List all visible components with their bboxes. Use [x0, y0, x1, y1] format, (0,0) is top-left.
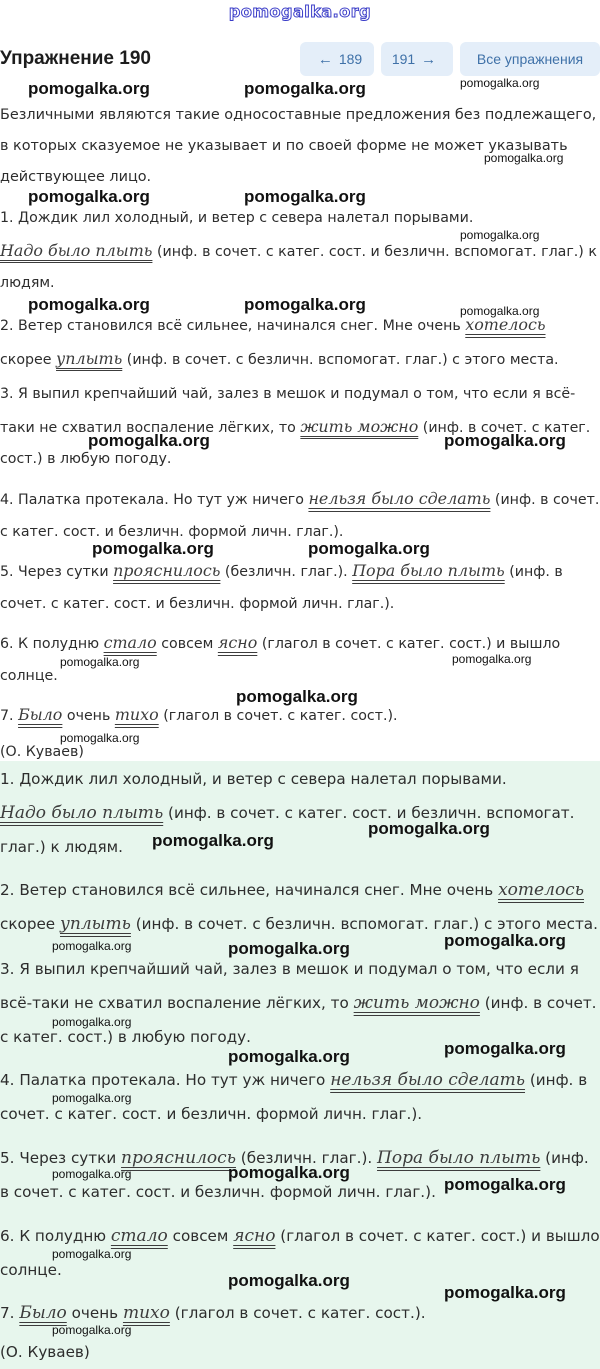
sentence-text: 2. Ветер становился всё сильнее, начинался снег. Мне очень [0, 881, 494, 899]
sentence-text: (инф. в сочет. с катег. сост.) в любую погоду. [0, 419, 591, 467]
sentence-text: 6. К полудню [0, 1227, 107, 1245]
predicate: тихо [114, 705, 159, 724]
watermark: pomogalka.org [368, 819, 490, 838]
sentence-text: 1. Дождик лил холодный, и ветер с севера налетал порывами. [0, 210, 474, 226]
sentence-text: (инф. в сочет. с катег. сост. и безличн. формой личн. глаг.). [0, 492, 600, 540]
watermark: pomogalka.org [236, 687, 358, 706]
prev-exercise-button[interactable] [300, 42, 374, 76]
predicate: стало [103, 633, 157, 652]
next-exercise-button[interactable] [381, 42, 453, 76]
sentence-5 [0, 555, 600, 620]
sentence-text: (глагол в сочет. с катег. сост.) и вышло солнце. [0, 636, 561, 684]
definition-text: Безличными являются такие односоставные предложения без подлежащего, в которых сказуемое не указывает и по своей форме не может указывать действующее лицо. [0, 107, 597, 185]
sentence-text: 3. Я выпил крепчайший чай, залез в мешок и подумал о том, что если я всё-таки не схватил воспаление лёгких, то [0, 386, 576, 436]
watermark: pomogalka.org [460, 228, 540, 242]
predicate: нельзя было сделать [330, 1070, 526, 1090]
prev-exercise-label: 189 [338, 51, 363, 67]
sentence-text: (инф. в сочет. с катег. сост. и безличн. вспомогат. глаг.) к людям. [0, 243, 597, 291]
watermark: pomogalka.org [484, 151, 564, 165]
predicate: Пора было плыть [377, 1148, 541, 1168]
predicate: жить можно [353, 993, 480, 1013]
predicate: Было [18, 705, 63, 724]
watermark: pomogalka.org [444, 431, 566, 450]
answer-sentence-1 [0, 762, 600, 864]
predicate: Надо было плыть [0, 240, 153, 260]
watermark: pomogalka.org [52, 939, 132, 953]
watermark: pomogalka.org [228, 1163, 350, 1182]
sentence-text: (инф. в сочет. с катег. сост. и безличн. формой личн. глаг.). [0, 1071, 588, 1123]
watermark: pomogalka.org [52, 1091, 132, 1105]
sentence-text: совсем [161, 636, 214, 652]
sentence-text: скорее [0, 915, 56, 933]
watermark: pomogalka.org [92, 539, 214, 558]
sentence-text: (инф. в сочет. с катег. сост. и безличн. формой личн. глаг.). [0, 1149, 589, 1201]
watermark: pomogalka.org [228, 1271, 350, 1290]
sentence-text: (безличн. глаг.). [224, 564, 348, 580]
sentence-text: совсем [172, 1227, 229, 1245]
watermark: pomogalka.org [244, 79, 366, 98]
predicate: Надо было плыть [0, 803, 164, 823]
predicate: ясно [217, 633, 258, 652]
sentence-text: 3. Я выпил крепчайший чай, залез в мешок и подумал о том, что если я всё-таки не схватил воспаление лёгких, то [0, 960, 579, 1012]
predicate: хотелось [465, 315, 546, 334]
watermark: pomogalka.org [52, 1323, 132, 1337]
watermark: pomogalka.org [28, 295, 150, 314]
watermark: pomogalka.org [228, 939, 350, 958]
arrow-right-icon: → [421, 50, 437, 68]
sentence-text: (глагол в сочет. с катег. сост.). [163, 708, 398, 724]
watermark: pomogalka.org [452, 652, 532, 666]
predicate: уплыть [56, 348, 123, 368]
sentence-2 [0, 309, 600, 376]
watermark: pomogalka.org [60, 655, 140, 669]
next-exercise-label: 191 [391, 51, 416, 67]
watermark: pomogalka.org [28, 79, 150, 98]
predicate: нельзя было сделать [308, 489, 491, 508]
sentence-text: 7. [0, 708, 14, 724]
watermark: pomogalka.org [152, 831, 274, 850]
site-logo[interactable]: pomogalka.org [228, 2, 372, 21]
watermark: pomogalka.org [88, 431, 210, 450]
sentence-4 [0, 483, 600, 548]
all-exercises-label: Все упражнения [476, 51, 584, 67]
predicate: стало [110, 1226, 168, 1246]
sentence-3 [0, 379, 600, 476]
sentence-text: (инф. в сочет. с безличн. вспомогат. глаг.) с этого места. [135, 915, 598, 933]
predicate: прояснилось [121, 1148, 236, 1168]
sentence-1 [0, 203, 600, 300]
watermark: pomogalka.org [244, 187, 366, 206]
watermark: pomogalka.org [52, 1247, 132, 1261]
sentence-text: 5. Через сутки [0, 1149, 117, 1167]
sentence-text: 4. Палатка протекала. Но тут уж ничего [0, 492, 304, 508]
sentence-text: 1. Дождик лил холодный, и ветер с севера налетал порывами. [0, 770, 507, 788]
predicate: прояснилось [113, 561, 221, 580]
arrow-left-icon: ← [317, 50, 333, 68]
watermark: pomogalka.org [444, 1283, 566, 1302]
watermark: pomogalka.org [60, 731, 140, 745]
sentence-text: (инф. в сочет. с безличн. вспомогат. глаг.) с этого места. [126, 351, 559, 368]
sentence-text: 2. Ветер становился всё сильнее, начинался снег. Мне очень [0, 318, 461, 334]
predicate: Пора было плыть [352, 561, 505, 580]
sentence-text: (инф. в сочет. с катег. сост.) в любую погоду. [0, 994, 597, 1046]
watermark: pomogalka.org [28, 187, 150, 206]
sentence-text: 4. Палатка протекала. Но тут уж ничего [0, 1071, 326, 1089]
sentence-text: 7. [0, 1304, 15, 1322]
watermark: pomogalka.org [460, 304, 540, 318]
watermark: pomogalka.org [52, 1167, 132, 1181]
sentence-text: 5. Через сутки [0, 564, 109, 580]
watermark: pomogalka.org [228, 1047, 350, 1066]
watermark: pomogalka.org [244, 295, 366, 314]
sentence-text: 6. К полудню [0, 636, 100, 652]
sentence-text: (глагол в сочет. с катег. сост.) и вышло солнце. [0, 1227, 600, 1279]
watermark: pomogalka.org [460, 76, 540, 90]
watermark: pomogalka.org [444, 1039, 566, 1058]
watermark: pomogalka.org [52, 1015, 132, 1029]
predicate: тихо [122, 1303, 170, 1323]
sentence-text: (инф. в сочет. с катег. сост. и безличн. вспомогат. глаг.) к людям. [0, 804, 575, 856]
page-title: Упражнение 190 [0, 48, 151, 69]
sentence-text: (безличн. глаг.). [240, 1149, 373, 1167]
watermark: pomogalka.org [308, 539, 430, 558]
watermark: pomogalka.org [444, 1175, 566, 1194]
watermark: pomogalka.org [444, 931, 566, 950]
predicate: уплыть [59, 914, 131, 934]
author: (О. Куваев) [0, 744, 84, 760]
sentence-text: (глагол в сочет. с катег. сост.). [174, 1304, 426, 1322]
sentence-text: (инф. в сочет. с катег. сост. и безличн. формой личн. глаг.). [0, 564, 563, 612]
predicate: хотелось [498, 880, 584, 900]
predicate: жить можно [300, 416, 419, 436]
sentence-text: скорее [0, 351, 52, 368]
sentence-text: очень [71, 1304, 119, 1322]
answer-author: (О. Куваев) [0, 1343, 90, 1361]
predicate: ясно [233, 1226, 276, 1246]
predicate: Было [19, 1303, 67, 1323]
sentence-text: очень [66, 708, 111, 724]
all-exercises-button[interactable] [460, 42, 600, 76]
